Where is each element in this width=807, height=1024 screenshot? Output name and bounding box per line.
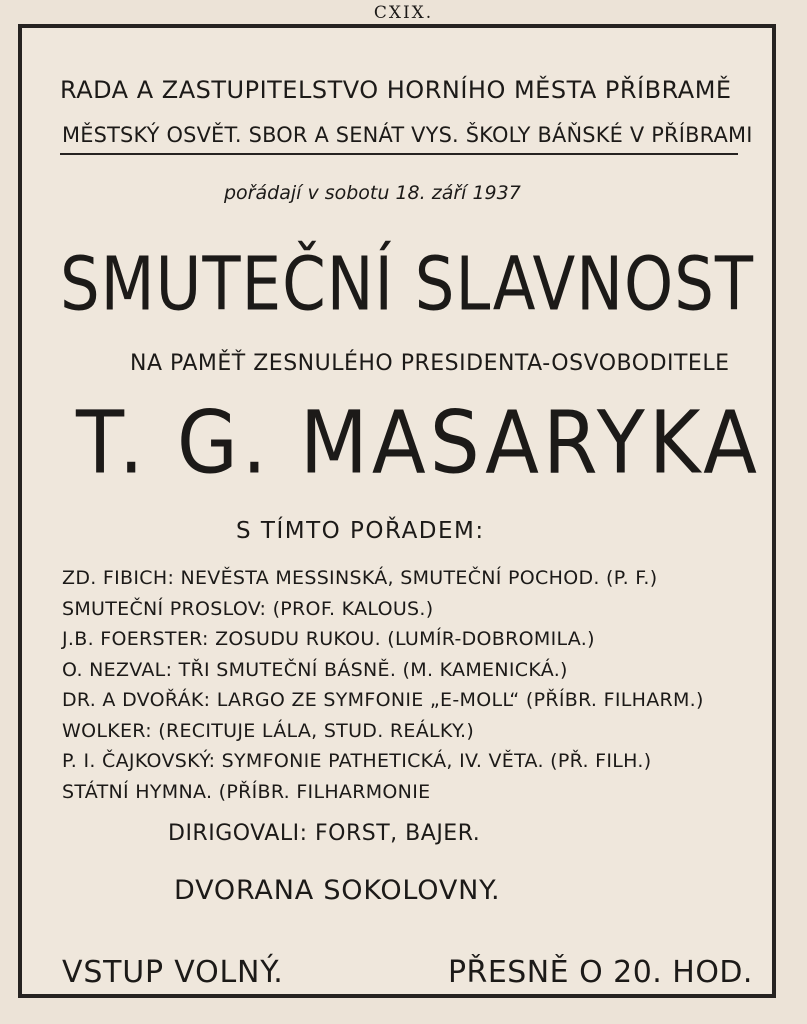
program-heading: S TÍMTO POŘADEM: <box>236 518 485 544</box>
honoree-name: T. G. MASARYKA <box>76 392 761 494</box>
program-list <box>62 563 704 807</box>
event-title: SMUTEČNÍ SLAVNOST <box>60 240 755 328</box>
conductors: DIRIGOVALI: FORST, BAJER. <box>168 821 481 846</box>
program-item: SMUTEČNÍ PROSLOV: (PROF. KALOUS.) <box>62 597 434 620</box>
program-item: STÁTNÍ HYMNA. (PŘÍBR. FILHARMONIE <box>62 780 431 803</box>
program-item: J.B. FOERSTER: ZOSUDU RUKOU. (LUMÍR-DOBROMILA.) <box>62 628 595 650</box>
organizers-line-1: RADA A ZASTUPITELSTVO HORNÍHO MĚSTA PŘÍBRAMĚ <box>60 76 732 104</box>
organizers-line-2: MĚSTSKÝ OSVĚT. SBOR A SENÁT VYS. ŠKOLY BÁŇSKÉ V PŘÍBRAMI <box>62 123 753 147</box>
admission: VSTUP VOLNÝ. <box>62 955 284 990</box>
start-time: PŘESNĚ O 20. HOD. <box>448 955 753 990</box>
program-item: ZD. FIBICH: NEVĚSTA MESSINSKÁ, SMUTEČNÍ POCHOD. (P. F.) <box>62 567 658 589</box>
event-subtitle: NA PAMĚŤ ZESNULÉHO PRESIDENTA-OSVOBODITELE <box>130 351 730 376</box>
header-divider <box>60 153 738 155</box>
program-item: WOLKER: (RECITUJE LÁLA, STUD. REÁLKY.) <box>62 719 475 742</box>
program-item: DR. A DVOŘÁK: LARGO ZE SYMFONIE „E-MOLL“ (PŘÍBR. FILHARM.) <box>62 689 704 711</box>
date-line: pořádají v sobotu 18. září 1937 <box>224 182 521 204</box>
program-item: P. I. ČAJKOVSKÝ: SYMFONIE PATHETICKÁ, IV. VĚTA. (PŘ. FILH.) <box>62 750 652 772</box>
poster-frame <box>18 24 776 998</box>
venue: DVORANA SOKOLOVNY. <box>174 875 501 906</box>
program-item: O. NEZVAL: TŘI SMUTEČNÍ BÁSNĚ. (M. KAMENICKÁ.) <box>62 658 568 681</box>
page-number: CXIX. <box>373 3 434 23</box>
